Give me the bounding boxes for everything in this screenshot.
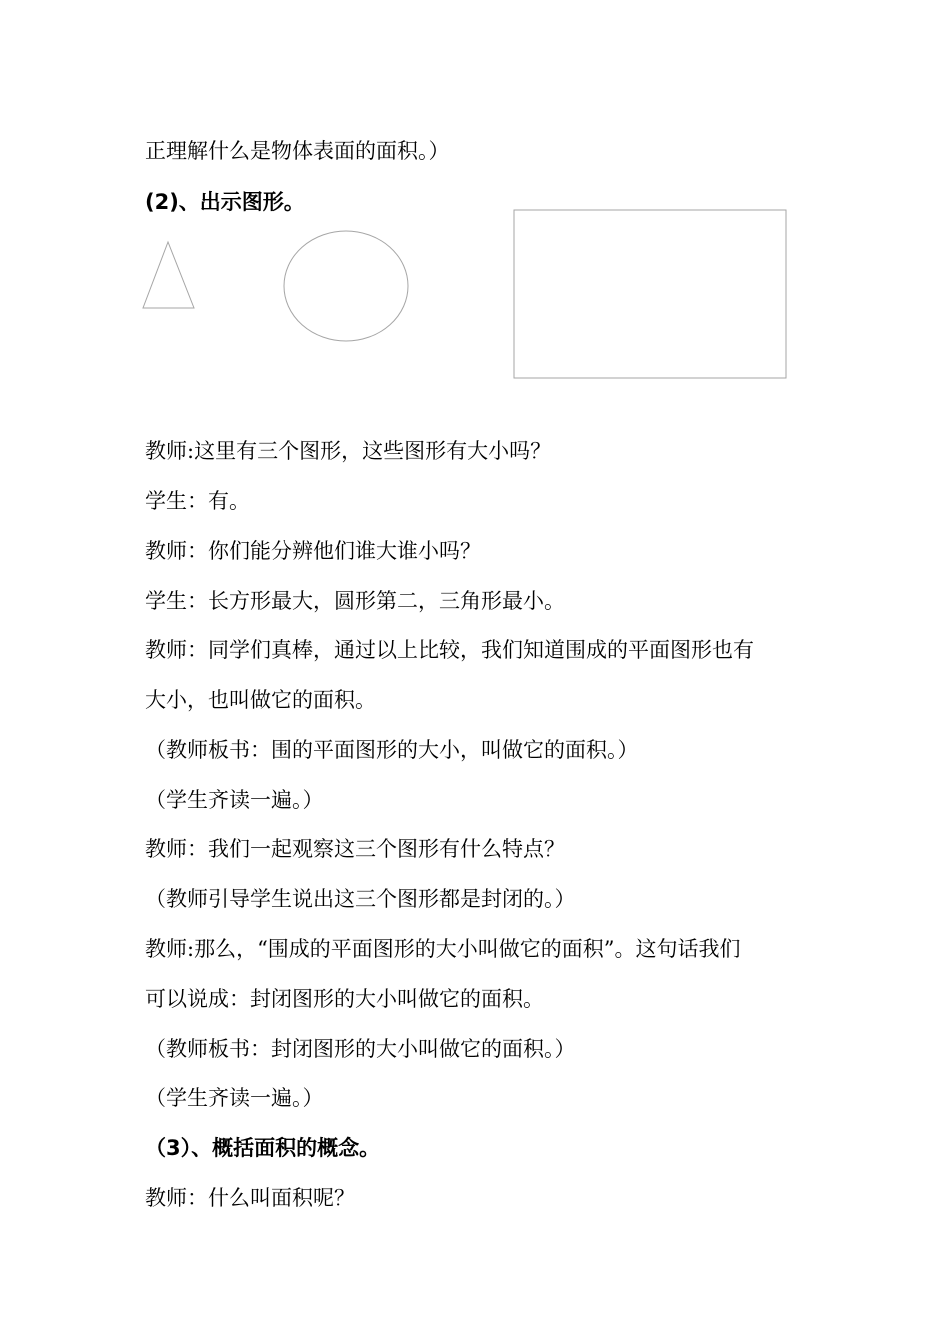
paragraph-line: 学生：有。 xyxy=(145,489,250,513)
paragraph-line: （学生齐读一遍。） xyxy=(145,1086,324,1110)
paragraph-line: 学生：长方形最大，圆形第二，三角形最小。 xyxy=(145,589,565,613)
circle-shape xyxy=(284,231,408,341)
paragraph-line: 教师：你们能分辨他们谁大谁小吗？ xyxy=(145,539,481,563)
paragraph-line: （教师板书：围的平面图形的大小，叫做它的面积。） xyxy=(145,738,639,762)
paragraph-line: 教师:那么，“围成的平面图形的大小叫做它的面积”。这句话我们 xyxy=(145,937,741,961)
paragraph-line: 可以说成：封闭图形的大小叫做它的面积。 xyxy=(145,987,544,1011)
paragraph-line: 教师：什么叫面积呢？ xyxy=(145,1186,355,1210)
paragraph-line: （学生齐读一遍。） xyxy=(145,788,324,812)
rectangle-shape xyxy=(514,210,786,378)
figure-shapes xyxy=(0,0,950,400)
section-heading: （3）、概括面积的概念。 xyxy=(145,1136,381,1160)
paragraph-line: 大小，也叫做它的面积。 xyxy=(145,688,376,712)
paragraph-line: （教师板书：封闭图形的大小叫做它的面积。） xyxy=(145,1037,576,1061)
paragraph-line: （教师引导学生说出这三个图形都是封闭的。） xyxy=(145,887,576,911)
triangle-shape xyxy=(143,242,194,308)
paragraph-line: 教师：同学们真棒，通过以上比较，我们知道围成的平面图形也有 xyxy=(145,638,754,662)
paragraph-line: 教师：我们一起观察这三个图形有什么特点？ xyxy=(145,837,565,861)
section-heading: (2)、出示图形。 xyxy=(145,190,305,214)
paragraph-line: 正理解什么是物体表面的面积。） xyxy=(145,139,450,163)
paragraph-line: 教师:这里有三个图形，这些图形有大小吗？ xyxy=(145,439,552,463)
